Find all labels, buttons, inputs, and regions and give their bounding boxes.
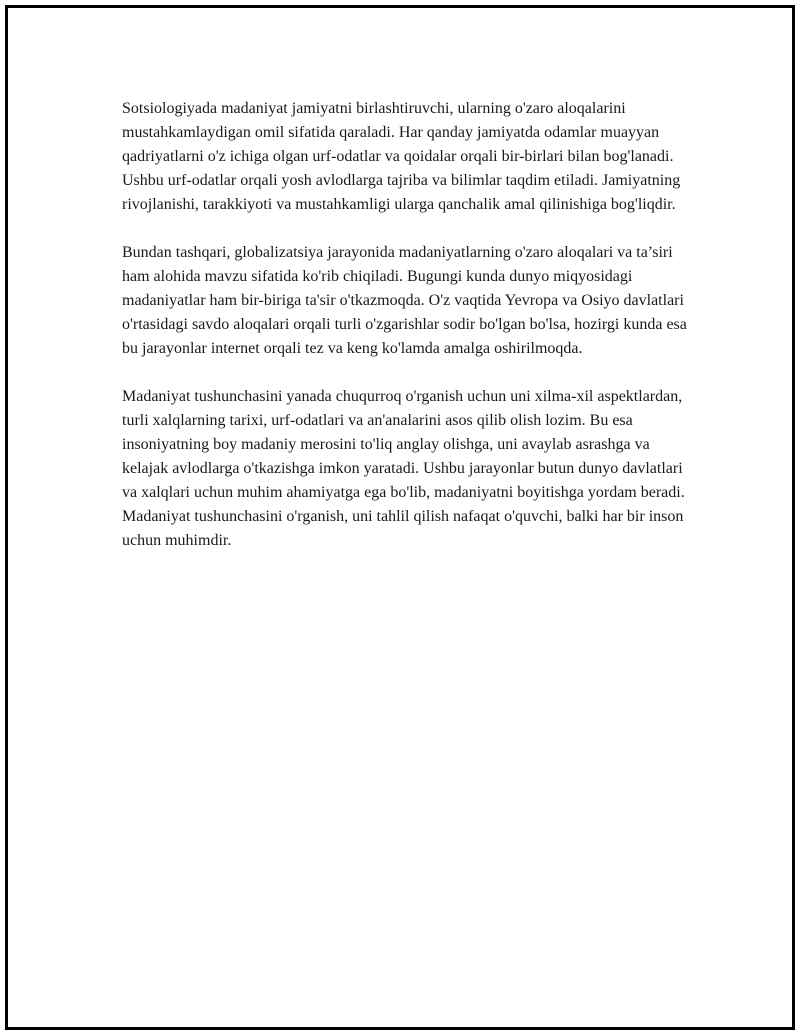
paragraph-2: Bundan tashqari, globalizatsiya jarayonida madaniyatlarning o'zaro aloqalari va ta’siri ham alohida mavzu sifatida ko'rib chiqiladi. Bugungi kunda dunyo miqyosidagi madaniyatlar ham bir-biriga ta'sir o'tkazmoqda. O'z vaqtida Yevropa va Osiyo davlatlari o'rtasidagi savdo aloqalari orqali turli o'zgarishlar sodir bo'lgan bo'lsa, hozirgi kunda esa bu jarayonlar internet orqali tez va keng ko'lamda amalga oshirilmoqda.: [122, 244, 687, 357]
paragraph-1: Sotsiologiyada madaniyat jamiyatni birlashtiruvchi, ularning o'zaro aloqalarini mustahkamlaydigan omil sifatida qaraladi. Har qanday jamiyatda odamlar muayyan qadriyatlarni o'z ichiga olgan urf-odatlar va qoidalar orqali bir-birlari bilan bog'lanadi. Ushbu urf-odatlar orqali yosh avlodlarga tajriba va bilimlar taqdim etiladi. Jamiyatning rivojlanishi, tarakkiyoti va mustahkamligi ularga qanchalik amal qilinishiga bog'liqdir.: [122, 100, 681, 213]
document-body: [122, 97, 692, 577]
page-frame: [5, 5, 795, 1030]
paragraph-3: Madaniyat tushunchasini yanada chuqurroq o'rganish uchun uni xilma-xil aspektlardan, turli xalqlarning tarixi, urf-odatlari va an'analarini asos qilib olish lozim. Bu esa insoniyatning boy madaniy merosini to'liq anglay olishga, uni avaylab asrashga va kelajak avlodlarga o'tkazishga imkon yaratadi. Ushbu jarayonlar butun dunyo davlatlari va xalqlari uchun muhim ahamiyatga ega bo'lib, madaniyatni boyitishga yordam beradi. Madaniyat tushunchasini o'rganish, uni tahlil qilish nafaqat o'quvchi, balki har bir inson uchun muhimdir.: [122, 388, 685, 549]
